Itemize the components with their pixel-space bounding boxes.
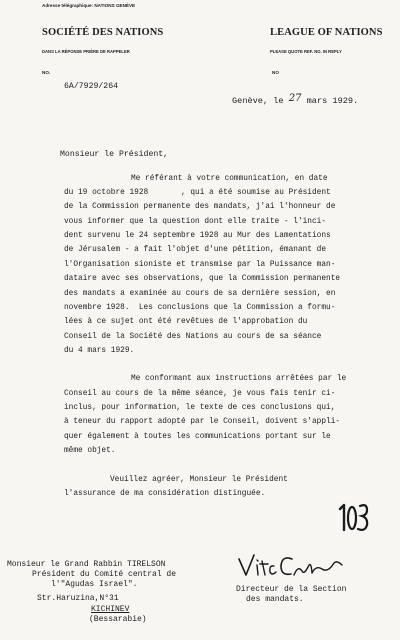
date-prefix: Genève, le: [232, 96, 289, 106]
handwritten-folio-103: [335, 497, 371, 535]
addressee-line: Str.Haruzina,N°31: [37, 594, 119, 603]
body-line: du 19 octobre 1928 , qui a été soumise au Président: [64, 189, 331, 197]
body-line: dent survenu le 24 septembre 1928 au Mur des Lamentations: [64, 232, 331, 240]
body-line: vous informer que la question dont elle traite - l'inci-: [64, 218, 327, 226]
date-suffix: mars 1929.: [301, 96, 359, 106]
addressee-line: (Bessarabie): [89, 615, 147, 624]
salutation: Monsieur le Président,: [60, 150, 169, 159]
body-line: l'assurance de ma considération distinguée.: [64, 490, 266, 498]
addressee-line: Monsieur le Grand Rabbin TIRELSON: [7, 560, 166, 569]
body-line: même objet.: [64, 447, 116, 455]
number-label-french: NO.: [42, 70, 51, 75]
body-line: lées à ce sujet ont été revêtues de l'approbation du: [64, 318, 308, 326]
quote-instruction-french: DANS LA RÉPONSE PRIÈRE DE RAPPELER: [42, 49, 130, 54]
body-line: du 4 mars 1929.: [64, 347, 135, 355]
body-line: Veuillez agréer, Monsieur le Président: [110, 476, 288, 484]
body-line: l'Organisation sioniste et transmise par la Puissance man-: [64, 261, 336, 269]
date-day-handwritten: 27: [288, 93, 302, 104]
body-line: Me référant à votre communication, en date: [131, 175, 328, 183]
signatory-section: des mandats.: [246, 595, 304, 604]
body-line: Conseil au cours de la même séance, je vous fais tenir ci-: [64, 390, 336, 398]
quote-instruction-english: PLEASE QUOTE REF. NO. IN REPLY: [270, 49, 342, 54]
body-line: quer également à toutes les communications portant sur le: [64, 433, 331, 441]
org-name-french: SOCIÉTÉ DES NATIONS: [42, 27, 164, 38]
body-line: Me conformant aux instructions arrêtées par le: [131, 375, 347, 383]
addressee-line: Président du Comité central de: [32, 570, 177, 579]
addressee-line: l'"Agudas Israel".: [51, 580, 138, 589]
reference-number: 6A/7929/264: [64, 82, 119, 91]
org-name-english: LEAGUE OF NATIONS: [270, 27, 383, 38]
telegraphic-address: Adresse télégraphique: NATIONS GENÈVE: [42, 3, 136, 8]
signatory-block: [236, 585, 347, 625]
body-line: de la Commission permanente des mandats, j'ai l'honneur de: [64, 203, 336, 211]
body-line: Conseil de la Société des Nations au cours de sa séance: [64, 333, 322, 341]
body-line: à teneur du rapport adopté par le Conseil, doivent s'appli-: [64, 418, 341, 426]
addressee-block: [7, 560, 177, 640]
body-line: inclus, pour information, le texte de ces conclusions qui,: [64, 404, 336, 412]
addressee-line: KICHINEV: [91, 605, 130, 614]
body-line: novembre 1928. Les conclusions que la Commission a formu-: [64, 304, 336, 312]
signatory-title: Directeur de la Section: [236, 585, 347, 594]
body-line: des mandats a examinée au cours de sa dernière session, en: [64, 290, 336, 298]
body-line: dataire avec ses observations, que la Commission permanente: [64, 275, 341, 283]
body-line: de Jérusalem - a fait l'objet d'une pétition, émanant de: [64, 246, 327, 254]
number-label-english: NO: [272, 70, 279, 75]
handwritten-signature: [236, 551, 346, 581]
letter-date: [232, 95, 358, 106]
